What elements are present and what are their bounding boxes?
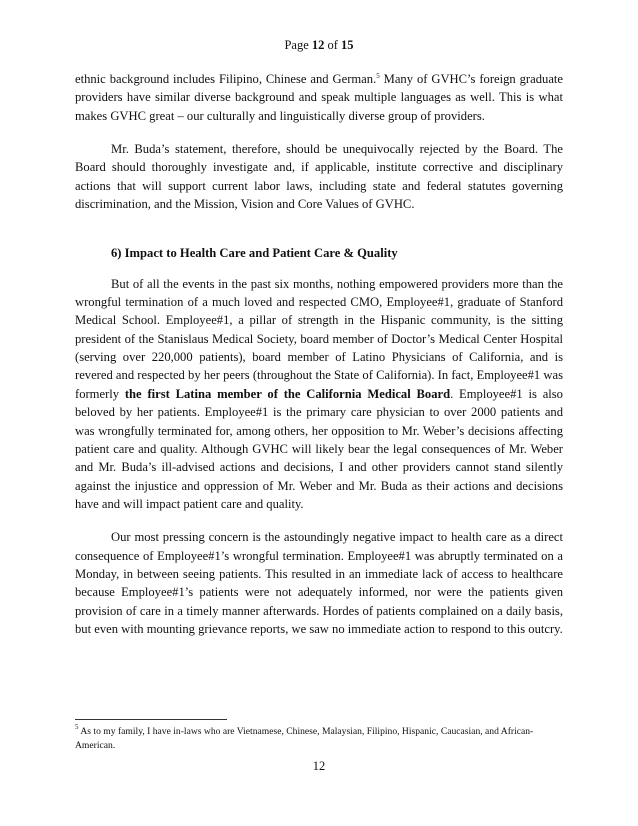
current-page-number: 12 [311, 38, 325, 52]
page-of: of [324, 38, 342, 52]
footnote-marker: 5 [75, 723, 79, 731]
section-heading: 6) Impact to Health Care and Patient Care & Quality [111, 246, 398, 261]
page-footer: 12 [312, 759, 326, 773]
paragraph-wrongful-termination [75, 275, 563, 513]
footnote-reference: 5 [376, 72, 380, 80]
footnote-text: As to my family, I have in-laws who are Vietnamese, Chinese, Malaysian, Filipino, Hispanic, Caucasian, and African-American. [75, 726, 534, 751]
page-header [0, 38, 638, 53]
paragraph-text: Many of GVHC’s foreign graduate providers have similar diverse background and speak multiple languages as well. This is what makes GVHC great – our culturally and linguistically diverse group of providers. [75, 72, 563, 123]
paragraph-text: But of all the events in the past six months, nothing empowered providers more than the wrongful termination of a much loved and respected CMO, Employee#1, graduate of Stanford Medical School. Employee#1, a pillar of strength in the Hispanic community, is the sitting president of the Stanislaus Medical Society, board member of Doctor’s Medical Center Hospital (serving over 220,000 patients), board member of Latino Physicians of California, and is revered and respected by her peers (throughout the State of California). In fact, Employee#1 was formerly [75, 276, 563, 401]
footnote-separator [75, 719, 227, 720]
page-prefix: Page [284, 38, 312, 52]
total-pages: 15 [341, 38, 354, 52]
paragraph-ethnic-background [75, 70, 563, 125]
document-body [75, 70, 563, 653]
paragraph-pressing-concern: Our most pressing concern is the astoundingly negative impact to health care as a direct consequence of Employee#1’s wrongful termination. Employee#1 was abruptly terminated on a Monday, in between seeing patients. This resulted in an immediate lack of access to healthcare because Employee#1’s patients were not adequately informed, nor were the patients given provision of care in a timely manner afterwards. Hordes of patients complained on a daily basis, but even with mounting grievance reports, we saw no immediate action to respond to this outcry. [75, 530, 563, 636]
paragraph-text: ethnic background includes Filipino, Chinese and German. [75, 72, 377, 86]
paragraph-board-rejection: Mr. Buda’s statement, therefore, should be unequivocally rejected by the Board. The Board should thoroughly investigate and, if applicable, institute corrective and disciplinary actions that will support current labor laws, including state and federal statutes governing discrimination, and the Mission, Vision and Core Values of GVHC. [75, 142, 563, 212]
bold-emphasis: the first Latina member of the California Medical Board [124, 386, 451, 401]
footnote [75, 725, 563, 753]
paragraph-text: . Employee#1 is also beloved by her patients. Employee#1 is the primary care physician to over 2000 patients and was wrongfully terminated for, among others, her opposition to Mr. Weber’s decisions affecting patient care and quality. Although GVHC will likely bear the legal consequences of Mr. Weber and Mr. Buda’s ill-advised actions and decisions, I and other providers cannot stand silently against the injustice and oppression of Mr. Weber and Mr. Buda as their actions and decisions have and will impact patient care and quality. [75, 386, 563, 511]
